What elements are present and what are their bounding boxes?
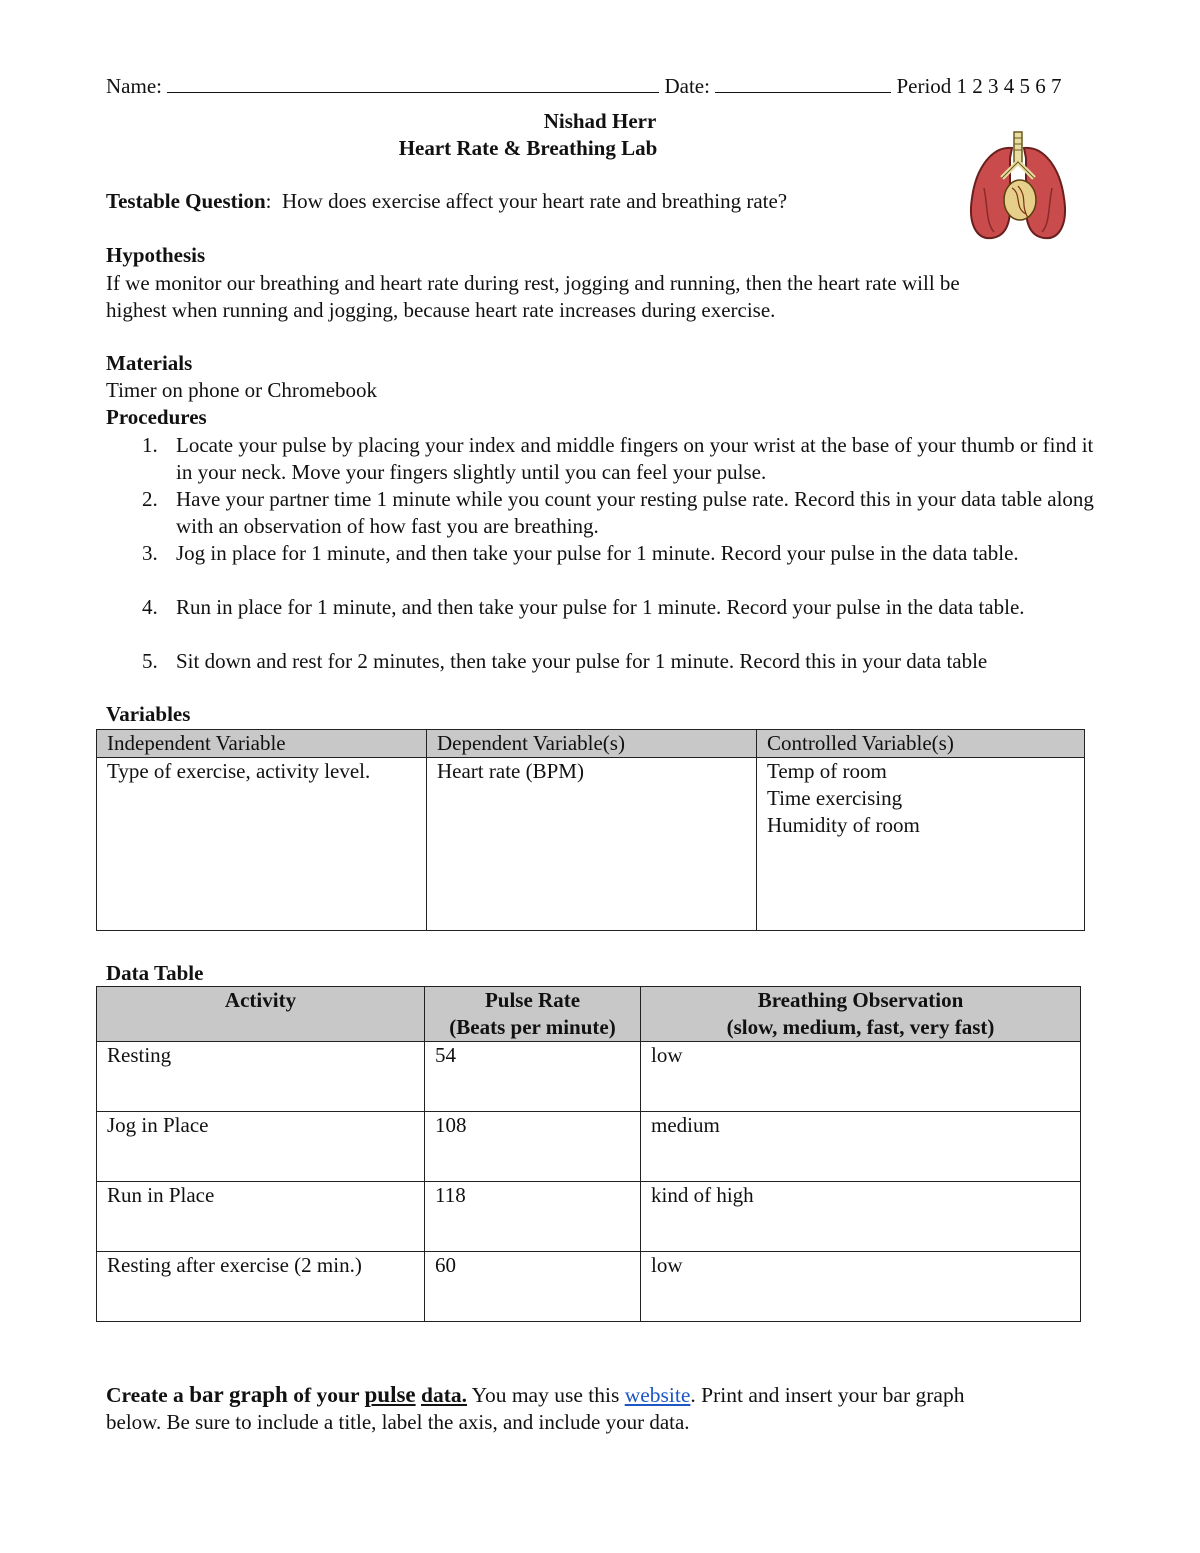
variables-heading: Variables	[106, 702, 191, 726]
pulse-cell: 54	[425, 1042, 641, 1112]
activity-cell: Run in Place	[97, 1182, 425, 1252]
procedure-step	[106, 432, 1096, 486]
activity-cell: Jog in Place	[97, 1112, 425, 1182]
pulse-cell: 118	[425, 1182, 641, 1252]
date-field[interactable]	[715, 72, 891, 93]
instruction-emphasis: pulse	[364, 1382, 416, 1407]
procedure-step	[106, 594, 1096, 648]
author-name: Nishad Herr	[543, 109, 657, 133]
controlled-variable: Humidity of room	[767, 813, 920, 837]
instruction-emphasis: data.	[421, 1383, 467, 1407]
table-row	[97, 1182, 1081, 1252]
hypothesis-line-1: If we monitor our breathing and heart rate during rest, jogging and running, then the heart rate will be	[106, 271, 960, 295]
step-number: 2.	[142, 487, 158, 511]
step-text: Run in place for 1 minute, and then take your pulse for 1 minute. Record your pulse in the data table.	[176, 595, 1025, 619]
hypothesis-line-2: highest when running and jogging, because heart rate increases during exercise.	[106, 298, 776, 322]
testable-question-separator: :	[265, 189, 272, 213]
hypothesis-heading: Hypothesis	[106, 243, 206, 267]
materials-text: Timer on phone or Chromebook	[106, 378, 378, 402]
column-title: Pulse Rate	[484, 988, 581, 1012]
instruction-emphasis: bar graph	[189, 1382, 288, 1407]
breathing-cell: medium	[641, 1112, 1081, 1182]
step-number: 4.	[142, 595, 158, 619]
header-row	[106, 72, 1100, 100]
instruction-text: of your	[287, 1383, 365, 1407]
step-text: Jog in place for 1 minute, and then take your pulse for 1 minute. Record your pulse in the data table.	[176, 541, 1019, 565]
data-col-breathing	[641, 987, 1081, 1042]
column-subtitle: (Beats per minute)	[449, 1015, 616, 1039]
variables-col-independent: Independent Variable	[97, 730, 427, 758]
name-field[interactable]	[167, 72, 659, 93]
step-text: Sit down and rest for 2 minutes, then take your pulse for 1 minute. Record this in your data table	[176, 649, 988, 673]
step-number: 3.	[142, 541, 158, 565]
instruction-text: . Print and insert your bar graph	[690, 1383, 965, 1407]
controlled-variable: Time exercising	[767, 786, 903, 810]
step-number: 1.	[142, 433, 158, 457]
column-title: Breathing Observation	[757, 988, 964, 1012]
data-table	[96, 986, 1081, 1322]
variables-table	[96, 729, 1085, 931]
testable-question	[106, 188, 787, 215]
procedure-step	[106, 648, 1096, 675]
activity-cell: Resting after exercise (2 min.)	[97, 1252, 425, 1322]
table-row	[97, 1112, 1081, 1182]
table-row	[97, 1042, 1081, 1112]
testable-question-text: How does exercise affect your heart rate and breathing rate?	[282, 189, 788, 213]
data-table-heading: Data Table	[106, 961, 204, 985]
controlled-variables-cell	[757, 758, 1085, 931]
variables-col-dependent: Dependent Variable(s)	[427, 730, 757, 758]
column-title: Activity	[224, 988, 297, 1012]
step-number: 5.	[142, 649, 158, 673]
instruction-text: You may use this	[467, 1383, 625, 1407]
pulse-cell: 60	[425, 1252, 641, 1322]
instruction-text: Create a	[106, 1383, 190, 1407]
website-link[interactable]: website	[624, 1383, 691, 1407]
variables-col-controlled: Controlled Variable(s)	[757, 730, 1085, 758]
procedure-step	[106, 540, 1096, 594]
lungs-heart-icon	[962, 128, 1074, 246]
bar-graph-instructions	[106, 1381, 964, 1409]
procedures-list	[106, 432, 1096, 675]
data-col-activity	[97, 987, 425, 1042]
breathing-cell: low	[641, 1042, 1081, 1112]
independent-variable-cell: Type of exercise, activity level.	[97, 758, 427, 931]
step-text: Locate your pulse by placing your index and middle fingers on your wrist at the base of your thumb or find it in your neck. Move your fingers slightly until you can feel your pulse.	[176, 433, 1094, 484]
table-row	[97, 1252, 1081, 1322]
controlled-variable: Temp of room	[767, 759, 887, 783]
dependent-variable-cell: Heart rate (BPM)	[427, 758, 757, 931]
breathing-cell: kind of high	[641, 1182, 1081, 1252]
pulse-cell: 108	[425, 1112, 641, 1182]
name-label: Name:	[106, 74, 162, 98]
testable-question-label: Testable Question	[106, 189, 266, 213]
step-text: Have your partner time 1 minute while you count your resting pulse rate. Record this in your data table along with an observation of how fast you are breathing.	[176, 487, 1094, 538]
activity-cell: Resting	[97, 1042, 425, 1112]
data-col-pulse	[425, 987, 641, 1042]
column-subtitle: (slow, medium, fast, very fast)	[726, 1015, 995, 1039]
period-label: Period 1 2 3 4 5 6 7	[896, 74, 1062, 98]
procedures-heading: Procedures	[106, 405, 207, 429]
breathing-cell: low	[641, 1252, 1081, 1322]
lab-title: Heart Rate & Breathing Lab	[398, 136, 658, 160]
procedure-step	[106, 486, 1096, 540]
date-label: Date:	[664, 74, 710, 98]
materials-heading: Materials	[106, 351, 193, 375]
bar-graph-instructions-line-2: below. Be sure to include a title, label the axis, and include your data.	[106, 1410, 690, 1434]
